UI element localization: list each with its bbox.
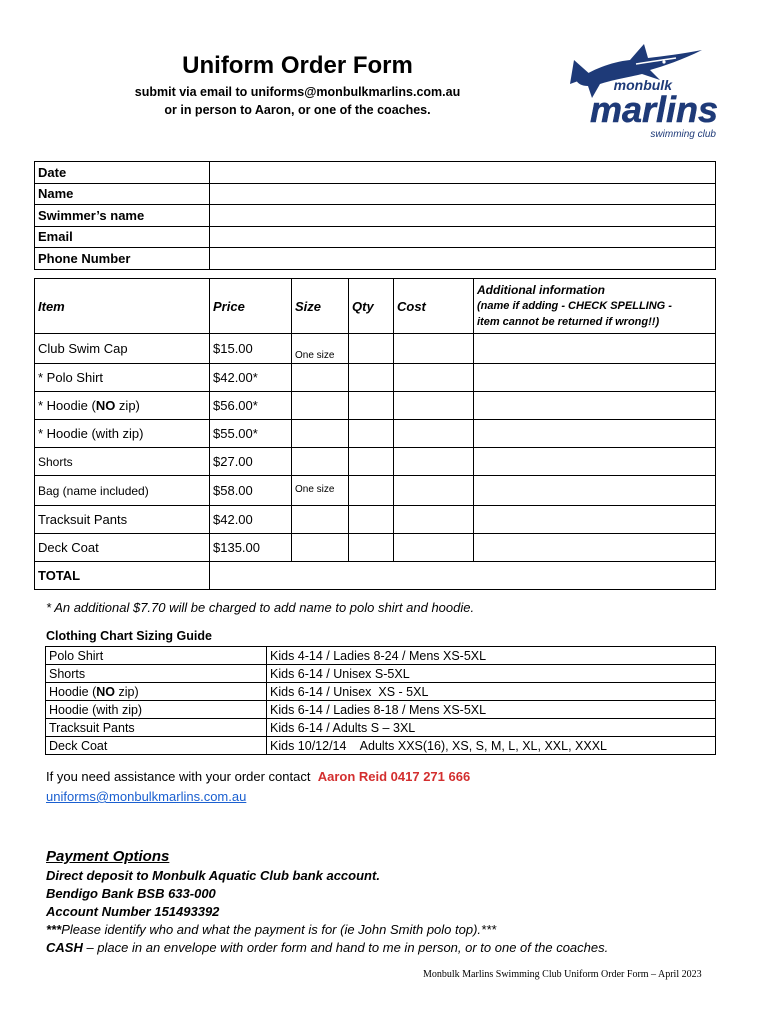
item-name: Bag (name included) (35, 476, 210, 506)
table-row (35, 448, 716, 476)
qty-column-header: Qty (349, 279, 394, 334)
size-cell: One size (292, 476, 349, 506)
sizing-guide-table (45, 646, 716, 755)
sizing-item: Polo Shirt (46, 647, 267, 665)
table-row (46, 737, 716, 755)
sizing-range: Kids 6-14 / Unisex XS - 5XL (267, 683, 716, 701)
date-field[interactable] (210, 162, 716, 184)
cost-cell[interactable] (394, 506, 474, 534)
payment-bsb: Bendigo Bank BSB 633-000 (46, 886, 216, 901)
contact-lead-text: If you need assistance with your order contact (46, 769, 311, 784)
total-value-cell[interactable] (349, 562, 716, 590)
table-row (35, 334, 716, 364)
price-column-header: Price (210, 279, 292, 334)
sizing-range: Kids 6-14 / Unisex S-5XL (267, 665, 716, 683)
cost-cell[interactable] (394, 534, 474, 562)
detail-row-email (35, 226, 716, 248)
item-price: $15.00 (210, 334, 292, 364)
customer-details-table (34, 161, 716, 270)
info-cell[interactable] (474, 534, 716, 562)
contact-email-link[interactable]: uniforms@monbulkmarlins.com.au (46, 789, 247, 804)
item-price: $55.00* (210, 420, 292, 448)
table-row (35, 392, 716, 420)
size-column-header: Size (292, 279, 349, 334)
cost-cell[interactable] (394, 334, 474, 364)
size-cell[interactable] (292, 506, 349, 534)
detail-row-phone (35, 248, 716, 270)
contact-help-text (46, 769, 470, 784)
cost-cell[interactable] (394, 448, 474, 476)
qty-cell[interactable] (349, 364, 394, 392)
qty-cell[interactable] (349, 506, 394, 534)
additional-info-note-1: (name if adding - CHECK SPELLING - (477, 300, 672, 312)
payment-direct-deposit: Direct deposit to Monbulk Aquatic Club bank account. (46, 868, 380, 883)
qty-cell[interactable] (349, 448, 394, 476)
table-row (46, 665, 716, 683)
additional-info-column-header (474, 279, 716, 334)
item-price: $56.00* (210, 392, 292, 420)
cost-cell[interactable] (394, 364, 474, 392)
size-cell[interactable] (292, 364, 349, 392)
swimmer-name-label: Swimmer’s name (35, 205, 210, 227)
table-row (46, 701, 716, 719)
sizing-guide-heading: Clothing Chart Sizing Guide (46, 629, 212, 643)
info-cell[interactable] (474, 364, 716, 392)
table-row (35, 476, 716, 506)
sizing-range: Kids 6-14 / Adults S – 3XL (267, 719, 716, 737)
size-cell: One size (292, 334, 349, 364)
item-price: $58.00 (210, 476, 292, 506)
sizing-range: Kids 10/12/14 Adults XXS(16), XS, S, M, L, XL, XXL, XXXL (267, 737, 716, 755)
item-price: $42.00 (210, 506, 292, 534)
info-cell[interactable] (474, 334, 716, 364)
sizing-item: Hoodie (NO zip) (46, 683, 267, 701)
detail-row-date (35, 162, 716, 184)
info-cell[interactable] (474, 420, 716, 448)
contact-name-phone: Aaron Reid 0417 271 666 (317, 769, 471, 784)
info-cell[interactable] (474, 392, 716, 420)
table-row (46, 719, 716, 737)
item-name: * Hoodie (with zip) (35, 420, 210, 448)
qty-cell[interactable] (349, 476, 394, 506)
sizing-item: Tracksuit Pants (46, 719, 267, 737)
qty-cell[interactable] (349, 392, 394, 420)
qty-cell[interactable] (349, 534, 394, 562)
qty-cell[interactable] (349, 420, 394, 448)
logo-text-top: monbulk (613, 77, 672, 93)
items-header-row (35, 279, 716, 334)
item-name: Deck Coat (35, 534, 210, 562)
table-row (35, 534, 716, 562)
size-cell[interactable] (292, 420, 349, 448)
item-name: Shorts (35, 448, 210, 476)
email-field[interactable] (210, 226, 716, 248)
order-items-table (34, 278, 716, 590)
total-label: TOTAL (35, 562, 210, 590)
sizing-item: Hoodie (with zip) (46, 701, 267, 719)
cost-cell[interactable] (394, 392, 474, 420)
logo-text-main: marlins (589, 89, 718, 130)
payment-account-number: Account Number 151493392 (46, 904, 220, 919)
additional-info-title: Additional information (477, 283, 605, 297)
size-cell[interactable] (292, 392, 349, 420)
sizing-range: Kids 4-14 / Ladies 8-24 / Mens XS-5XL (267, 647, 716, 665)
cost-column-header: Cost (394, 279, 474, 334)
page-title: Uniform Order Form (182, 52, 413, 79)
name-label: Name (35, 183, 210, 205)
email-label: Email (35, 226, 210, 248)
name-field[interactable] (210, 183, 716, 205)
table-row (35, 506, 716, 534)
payment-cash-note: CASH – place in an envelope with order form and hand to me in person, or to one of the coaches. (46, 940, 609, 955)
item-column-header: Item (35, 279, 210, 334)
item-name: * Polo Shirt (35, 364, 210, 392)
item-name: Tracksuit Pants (35, 506, 210, 534)
item-name: * Hoodie (NO zip) (35, 392, 210, 420)
table-row (35, 364, 716, 392)
payment-options-heading: Payment Options (46, 848, 170, 865)
total-spacer (210, 562, 349, 590)
info-cell[interactable] (474, 448, 716, 476)
payment-reference-note: ***Please identify who and what the payment is for (ie John Smith polo top).*** (46, 922, 497, 937)
size-cell[interactable] (292, 534, 349, 562)
submit-instructions-person: or in person to Aaron, or one of the coaches. (164, 103, 431, 117)
cost-cell[interactable] (394, 476, 474, 506)
info-cell[interactable] (474, 476, 716, 506)
name-surcharge-note: * An additional $7.70 will be charged to add name to polo shirt and hoodie. (46, 600, 475, 615)
phone-label: Phone Number (35, 248, 210, 270)
item-price: $135.00 (210, 534, 292, 562)
sizing-item: Deck Coat (46, 737, 267, 755)
table-row (35, 420, 716, 448)
sizing-item: Shorts (46, 665, 267, 683)
info-cell[interactable] (474, 506, 716, 534)
detail-row-name (35, 183, 716, 205)
sizing-range: Kids 6-14 / Ladies 8-18 / Mens XS-5XL (267, 701, 716, 719)
phone-field[interactable] (210, 248, 716, 270)
page-footer: Monbulk Marlins Swimming Club Uniform Order Form – April 2023 (423, 969, 702, 980)
size-cell[interactable] (292, 448, 349, 476)
logo-text-bottom: swimming club (650, 129, 716, 140)
date-label: Date (35, 162, 210, 184)
qty-cell[interactable] (349, 334, 394, 364)
item-price: $27.00 (210, 448, 292, 476)
table-row (46, 683, 716, 701)
detail-row-swimmer (35, 205, 716, 227)
table-row (46, 647, 716, 665)
item-price: $42.00* (210, 364, 292, 392)
total-row (35, 562, 716, 590)
club-logo (552, 40, 724, 155)
submit-instructions-email: submit via email to uniforms@monbulkmarlins.com.au (134, 85, 461, 99)
additional-info-note-2: item cannot be returned if wrong!!) (477, 316, 660, 328)
swimmer-name-field[interactable] (210, 205, 716, 227)
cost-cell[interactable] (394, 420, 474, 448)
item-name: Club Swim Cap (35, 334, 210, 364)
